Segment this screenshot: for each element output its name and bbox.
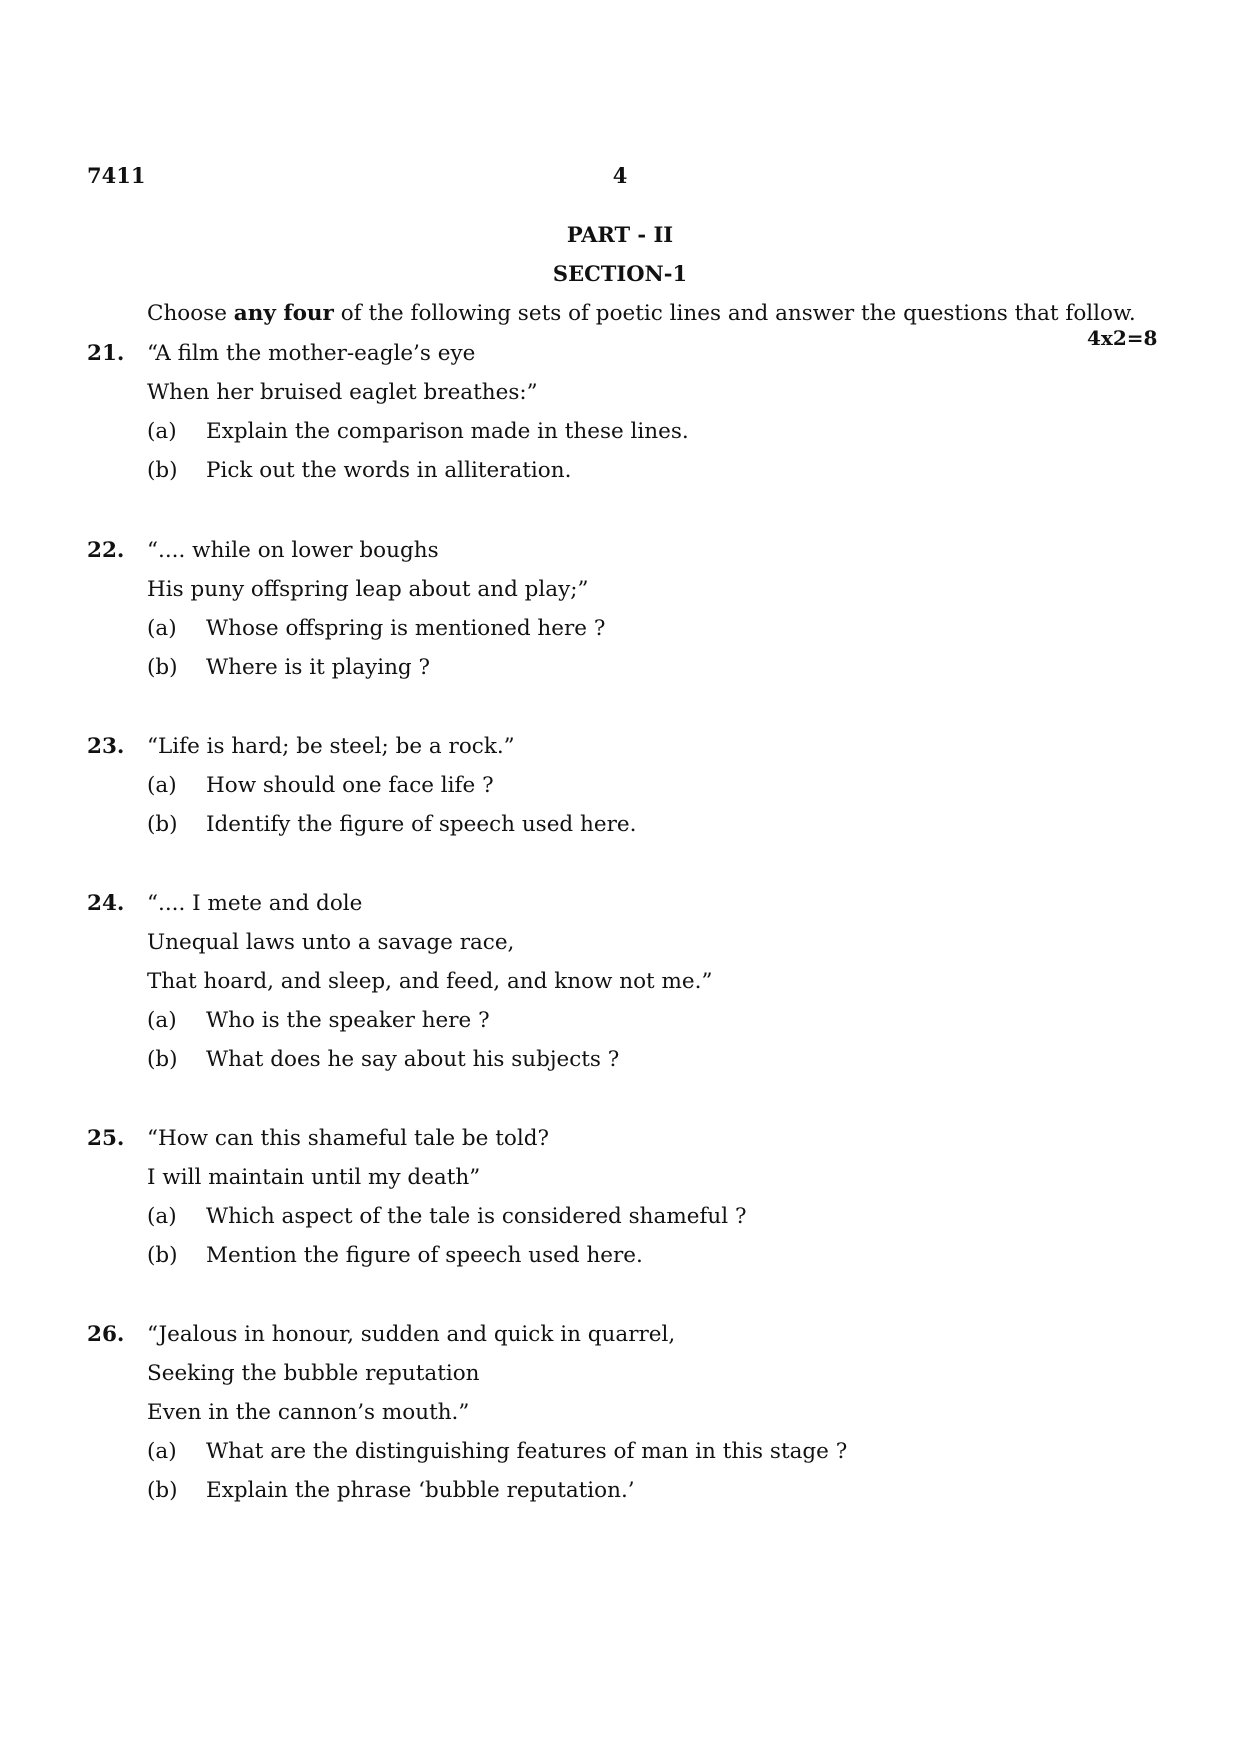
section-title: SECTION-1 <box>552 261 688 286</box>
poem-line: His puny offspring leap about and play;” <box>147 577 589 602</box>
sub-question-label: (a) <box>147 419 177 444</box>
sub-question-label: (a) <box>147 1008 177 1033</box>
question-number: 25. <box>87 1126 125 1151</box>
question-body <box>147 1126 747 1282</box>
sub-question-text: Which aspect of the tale is considered shameful ? <box>206 1204 747 1229</box>
sub-question-label: (b) <box>147 1047 178 1072</box>
sub-question-text: What are the distinguishing features of man in this stage ? <box>206 1439 848 1464</box>
poem-line: Even in the cannon’s mouth.” <box>147 1400 470 1425</box>
poem-line: “.... I mete and dole <box>147 891 363 916</box>
question-body <box>147 538 606 694</box>
marks-allocation: 4x2=8 <box>1087 326 1158 350</box>
sub-question-a <box>147 419 689 458</box>
sub-question-b <box>147 1478 675 1517</box>
poem-line: “How can this shameful tale be told? <box>147 1126 549 1151</box>
sub-question-text: Explain the comparison made in these lines. <box>206 419 689 444</box>
question-number: 22. <box>87 538 125 563</box>
sub-question-text: How should one face life ? <box>206 773 494 798</box>
sub-question-a <box>147 1008 712 1047</box>
poem-line: “Life is hard; be steel; be a rock.” <box>147 734 515 759</box>
instruction <box>147 301 1136 326</box>
question-number: 24. <box>87 891 125 916</box>
sub-question-a <box>147 1439 848 1478</box>
question-body <box>147 734 637 851</box>
question-number: 26. <box>87 1322 125 1347</box>
instruction-emphasis: any four <box>233 301 334 326</box>
paper-code: 7411 <box>87 163 146 188</box>
sub-question-label: (b) <box>147 458 178 483</box>
sub-question-label: (a) <box>147 616 177 641</box>
question-body <box>147 891 712 1086</box>
sub-question-text: Who is the speaker here ? <box>206 1008 490 1033</box>
sub-question-label: (a) <box>147 773 177 798</box>
sub-question-text: What does he say about his subjects ? <box>206 1047 620 1072</box>
sub-question-text: Mention the figure of speech used here. <box>206 1243 643 1268</box>
sub-question-b <box>147 812 637 851</box>
poem-line: When her bruised eaglet breathes:” <box>147 380 538 405</box>
sub-question-b <box>147 1047 712 1086</box>
question-number: 23. <box>87 734 125 759</box>
sub-question-a <box>147 773 515 812</box>
poem-line: “.... while on lower boughs <box>147 538 439 563</box>
sub-question-label: (b) <box>147 1243 178 1268</box>
sub-question-a <box>147 1204 747 1243</box>
poem-line: Seeking the bubble reputation <box>147 1361 480 1386</box>
sub-question-label: (b) <box>147 1478 178 1503</box>
poem-line: “Jealous in honour, sudden and quick in quarrel, <box>147 1322 676 1347</box>
sub-question-label: (a) <box>147 1204 177 1229</box>
instruction-suffix: of the following sets of poetic lines and answer the questions that follow. <box>333 301 1136 326</box>
sub-question-text: Pick out the words in alliteration. <box>206 458 572 483</box>
sub-question-text: Where is it playing ? <box>206 655 431 680</box>
poem-line: Unequal laws unto a savage race, <box>147 930 515 955</box>
question-number: 21. <box>87 341 125 366</box>
sub-question-b <box>147 1243 643 1282</box>
sub-question-a <box>147 616 606 655</box>
question-body <box>147 341 689 497</box>
sub-question-b <box>147 655 589 694</box>
sub-question-text: Identify the figure of speech used here. <box>206 812 637 837</box>
page-number: 4 <box>612 163 628 188</box>
poem-line: “A film the mother-eagle’s eye <box>147 341 476 366</box>
sub-question-label: (b) <box>147 812 178 837</box>
poem-line: I will maintain until my death” <box>147 1165 481 1190</box>
sub-question-text: Whose offspring is mentioned here ? <box>206 616 606 641</box>
poem-line: That hoard, and sleep, and feed, and know not me.” <box>147 969 713 994</box>
sub-question-label: (b) <box>147 655 178 680</box>
question-body <box>147 1322 848 1517</box>
instruction-prefix: Choose <box>147 301 234 326</box>
sub-question-b <box>147 458 572 497</box>
part-title: PART - II <box>566 222 674 247</box>
sub-question-label: (a) <box>147 1439 177 1464</box>
sub-question-text: Explain the phrase ‘bubble reputation.’ <box>206 1478 635 1503</box>
